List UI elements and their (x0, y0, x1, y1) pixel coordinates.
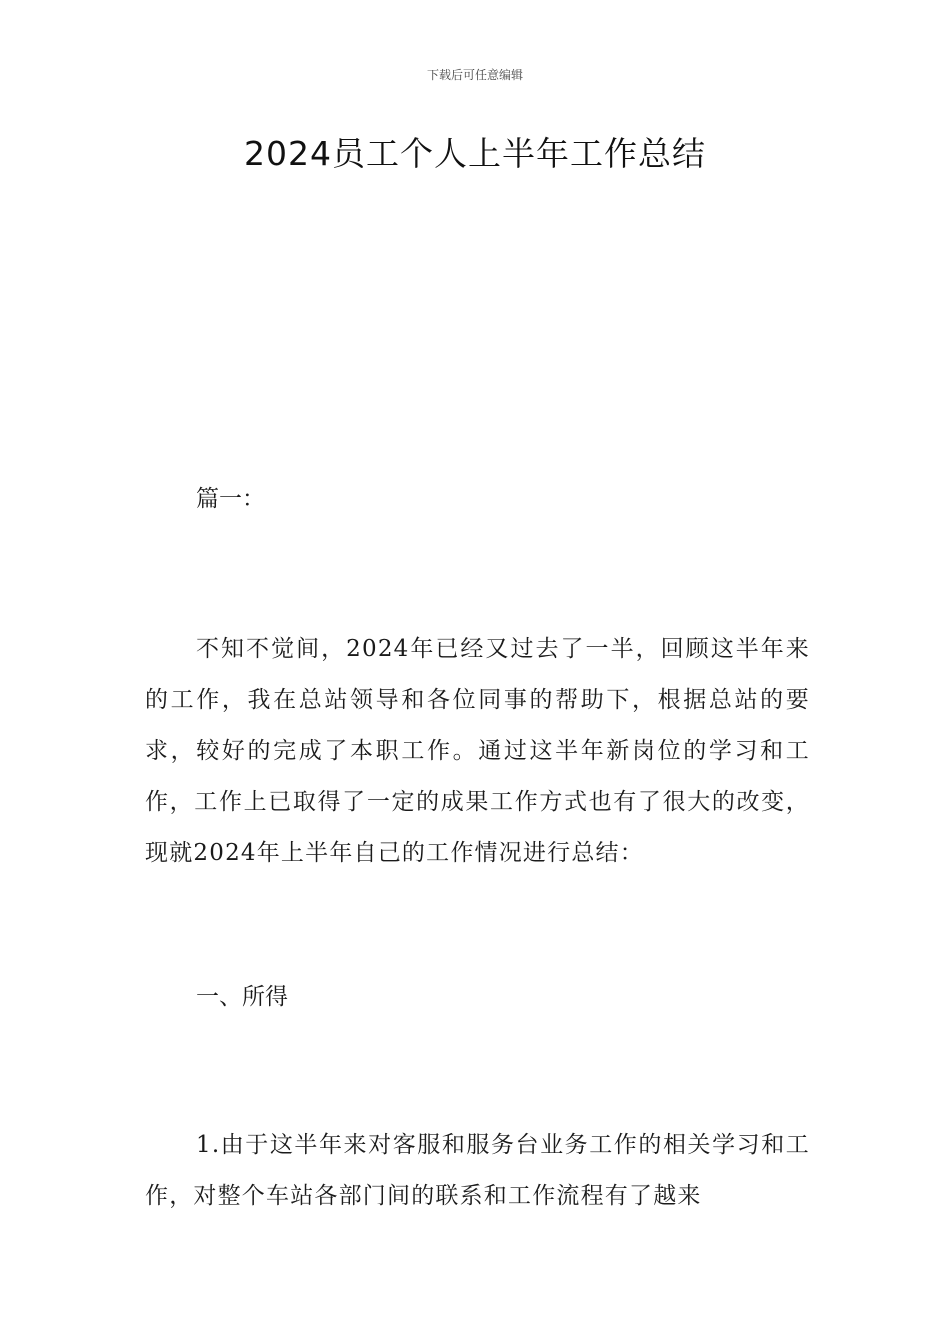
heading-one: 一、所得 (196, 984, 288, 1010)
header-note: 下载后可任意编辑 (426, 68, 523, 82)
document-title: 2024员工个人上半年工作总结 (244, 134, 706, 173)
section-label: 篇一： (196, 486, 265, 512)
item-one-paragraph: 1.由于这半年来对客服和服务台业务工作的相关学习和工作，对整个车站各部门间的联系和工作流程有了越来 (145, 1132, 810, 1209)
intro-paragraph: 不知不觉间，2024年已经又过去了一半，回顾这半年来的工作，我在总站领导和各位同事的帮助下，根据总站的要求，较好的完成了本职工作。通过这半年新岗位的学习和工作，工作上已取得了一定的成果工作方式也有了很大的改变，现就2024年上半年自己的工作情况进行总结： (145, 636, 810, 866)
